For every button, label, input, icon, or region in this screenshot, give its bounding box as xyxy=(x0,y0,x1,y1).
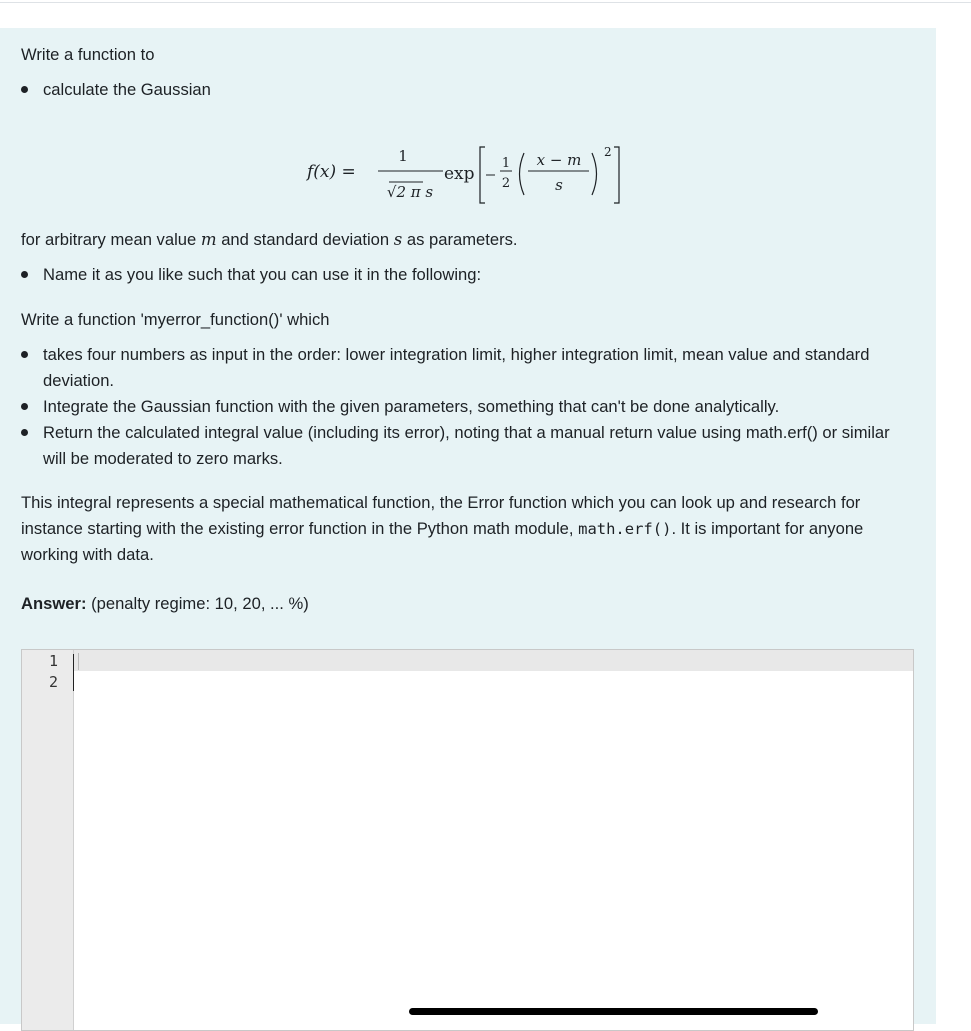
code-editor[interactable] xyxy=(21,649,914,1031)
params-text xyxy=(21,227,911,253)
formula-power: 2 xyxy=(604,145,612,159)
formula-numerator: 1 xyxy=(398,147,408,165)
inner-numerator: x − m xyxy=(536,151,582,169)
variable-s: s xyxy=(393,230,403,249)
requirements-list xyxy=(21,342,911,472)
params-text-3: as parameters. xyxy=(402,230,518,249)
integral-text xyxy=(21,490,911,568)
list-item: takes four numbers as input in the order: lower integration limit, higher integration limit, mean value and standard deviation. xyxy=(43,342,911,394)
active-line-highlight xyxy=(74,650,913,671)
params-text-2: and standard deviation xyxy=(216,230,394,249)
integral-text-2: . It is important for anyone working with data. xyxy=(21,519,864,564)
name-list xyxy=(21,262,911,288)
home-indicator[interactable] xyxy=(409,1008,818,1015)
line-number-gutter xyxy=(22,650,74,1030)
answer-header xyxy=(21,591,911,617)
half-numerator: 1 xyxy=(501,156,511,171)
line-number: 2 xyxy=(48,673,58,691)
gutter-edge-cursor xyxy=(73,654,74,691)
line-number: 1 xyxy=(48,652,58,670)
left-bracket xyxy=(480,147,485,203)
list-item: Name it as you like such that you can use it in the following: xyxy=(43,262,911,288)
gaussian-list xyxy=(21,77,911,103)
top-divider xyxy=(0,2,971,3)
penalty-regime: (penalty regime: 10, 20, ... %) xyxy=(91,594,309,613)
gaussian-formula xyxy=(21,119,911,221)
right-paren xyxy=(592,153,597,195)
inner-denominator: s xyxy=(555,176,563,194)
formula-denominator: √2 π s xyxy=(386,183,434,201)
list-item: Return the calculated integral value (including its error), noting that a manual return value using math.erf() or similar will be moderated to zero marks. xyxy=(43,420,911,472)
math-erf-code: math.erf() xyxy=(578,520,672,538)
integral-text-1: This integral represents a special mathematical function, the Error function which you can look up and research for instance starting with the existing error function in the Python math module, xyxy=(21,493,861,538)
params-text-1: for arbitrary mean value xyxy=(21,230,201,249)
list-item: Integrate the Gaussian function with the given parameters, something that can't be done analytically. xyxy=(43,394,911,420)
list-item: calculate the Gaussian xyxy=(43,77,911,103)
write-function-text: Write a function 'myerror_function()' which xyxy=(21,310,330,329)
answer-label: Answer: xyxy=(21,594,87,613)
right-bracket xyxy=(614,147,619,203)
formula-exp: exp xyxy=(444,164,475,184)
question-text xyxy=(21,42,911,617)
intro-text: Write a function to xyxy=(21,45,155,64)
text-cursor xyxy=(78,653,79,670)
formula-svg xyxy=(21,119,911,221)
question-panel xyxy=(0,28,936,1024)
formula-lhs: f(x) = xyxy=(307,162,356,182)
half-denominator: 2 xyxy=(501,176,511,191)
variable-m: m xyxy=(200,230,217,249)
left-paren xyxy=(520,153,525,195)
